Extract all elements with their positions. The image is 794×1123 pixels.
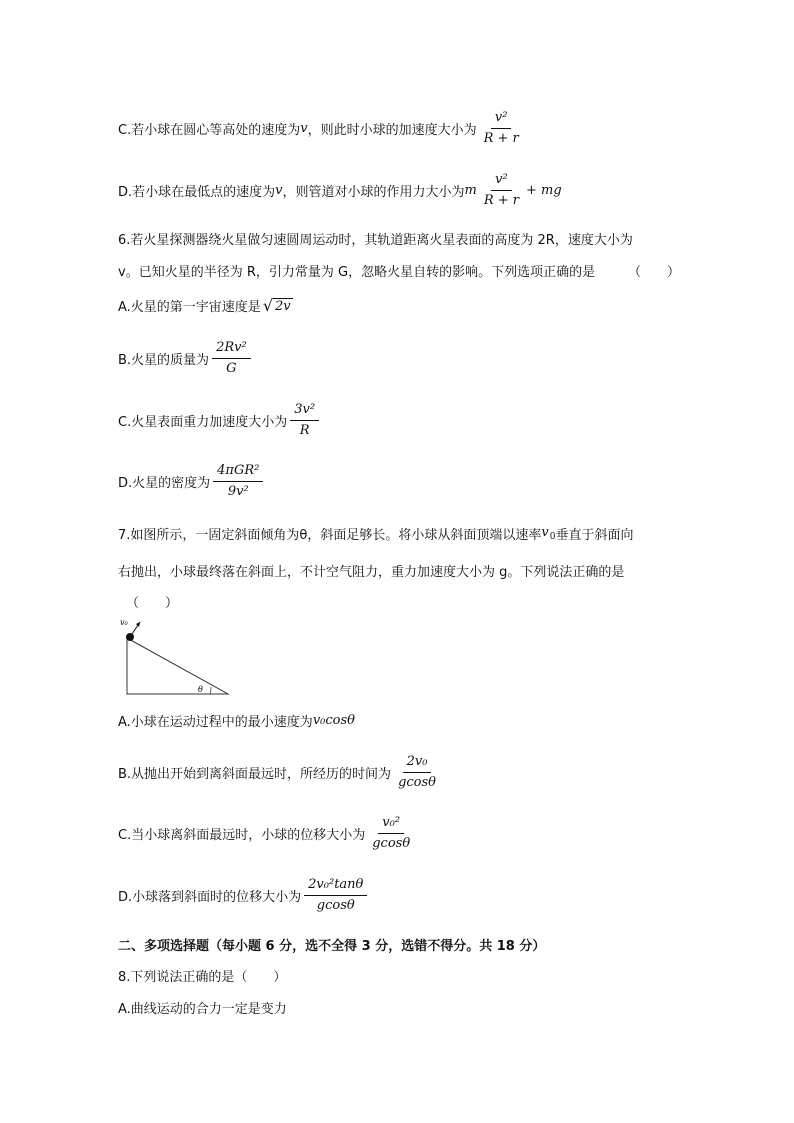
q7-option-d <box>118 877 370 914</box>
option-text: A.火星的第一宇宙速度是 <box>118 300 261 315</box>
q6-option-d <box>118 463 266 500</box>
fraction <box>480 172 523 209</box>
answer-blank: （ ） <box>627 265 680 280</box>
q7-option-c <box>118 815 417 852</box>
variable: v <box>541 525 549 540</box>
question-text: 右抛出，小球最终落在斜面上，不计空气阻力，重力加速度大小为 g。下列说法正确的是 <box>118 565 625 580</box>
variable: m <box>464 183 477 198</box>
square-root <box>262 295 293 315</box>
q6-stem-line2 <box>118 261 680 280</box>
section-title <box>118 935 545 954</box>
q7-option-b <box>118 754 443 791</box>
numerator: 4πGR² <box>213 463 263 482</box>
v0-label: v₀ <box>120 618 128 627</box>
ball-icon <box>126 633 134 641</box>
fraction <box>213 463 263 500</box>
q6-option-b <box>118 340 254 377</box>
theta-label: θ <box>198 685 203 694</box>
denominator: 9v² <box>227 484 249 499</box>
q7-answer-blank <box>126 592 178 611</box>
fraction <box>290 402 319 439</box>
radical-sign-icon: √ <box>262 295 274 315</box>
q6-option-a <box>118 296 295 315</box>
q5-option-c <box>118 110 526 147</box>
incline-triangle <box>127 638 228 694</box>
expression: + mg <box>526 183 562 198</box>
denominator: R <box>299 423 310 438</box>
option-text: C.当小球离斜面最远时，小球的位移大小为 <box>118 828 366 843</box>
angle-arc <box>210 687 211 694</box>
q6-option-c <box>118 402 322 439</box>
q7-option-a <box>118 711 355 730</box>
numerator: 2v₀ <box>403 754 432 773</box>
question-text: v。已知火星的半径为 R，引力常量为 G，忽略火星自转的影响。下列选项正确的是 <box>118 265 596 280</box>
option-text: A.曲线运动的合力一定是变力 <box>118 1002 287 1017</box>
question-text: 6.若火星探测器绕火星做匀速圆周运动时，其轨道距离火星表面的高度为 2R，速度大小为 <box>118 233 633 248</box>
denominator: gcosθ <box>316 898 355 913</box>
question-text: 垂直于斜面向 <box>555 528 634 543</box>
q5-option-d <box>118 172 562 209</box>
numerator: v₀² <box>378 815 404 834</box>
fraction <box>368 815 414 852</box>
denominator: R + r <box>483 193 520 208</box>
denominator: gcosθ <box>372 836 411 851</box>
numerator: 3v² <box>290 402 319 421</box>
denominator: R + r <box>483 131 519 146</box>
expression: v₀cosθ <box>312 713 355 728</box>
q8-stem <box>118 966 286 985</box>
incline-diagram <box>116 612 236 698</box>
denominator: G <box>226 361 237 376</box>
option-text: D.火星的密度为 <box>118 476 211 491</box>
numerator: 2v₀²tanθ <box>304 877 367 896</box>
option-text: B.从抛出开始到离斜面最远时，所经历的时间为 <box>118 767 392 782</box>
option-text: ，则管道对小球的作用力大小为 <box>282 185 465 200</box>
numerator: v² <box>491 172 512 191</box>
numerator: 2Rv² <box>212 340 251 359</box>
variable: v <box>300 121 308 136</box>
option-text: A.小球在运动过程中的最小速度为 <box>118 715 313 730</box>
q6-stem-line1 <box>118 229 633 248</box>
denominator: gcosθ <box>398 775 436 790</box>
q7-stem-line2 <box>118 561 624 580</box>
answer-blank: （ ） <box>126 596 179 611</box>
fraction <box>480 110 523 147</box>
section-heading: 二、多项选择题（每小题 6 分，选不全得 3 分，选错不得分。共 18 分） <box>118 939 546 954</box>
fraction <box>394 754 440 791</box>
q8-option-a <box>118 998 287 1017</box>
variable-v0: $v_0$ <box>541 525 556 542</box>
fraction <box>304 877 367 914</box>
radicand: 2v <box>275 298 291 314</box>
variable: v <box>275 183 283 198</box>
numerator: v² <box>491 110 512 129</box>
question-text: 7.如图所示，一固定斜面倾角为θ，斜面足够长。将小球从斜面顶端以速率 <box>118 528 542 543</box>
fraction <box>212 340 251 377</box>
q7-stem-line1 <box>118 524 633 543</box>
option-text: ，则此时小球的加速度大小为 <box>307 123 477 138</box>
option-text: C.若小球在圆心等高处的速度为 <box>118 123 301 138</box>
option-text: D.小球落到斜面时的位移大小为 <box>118 890 302 905</box>
option-text: B.火星的质量为 <box>118 353 210 368</box>
option-text: D.若小球在最低点的速度为 <box>118 185 276 200</box>
question-text: 8.下列说法正确的是（ ） <box>118 970 287 985</box>
option-text: C.火星表面重力加速度大小为 <box>118 415 288 430</box>
